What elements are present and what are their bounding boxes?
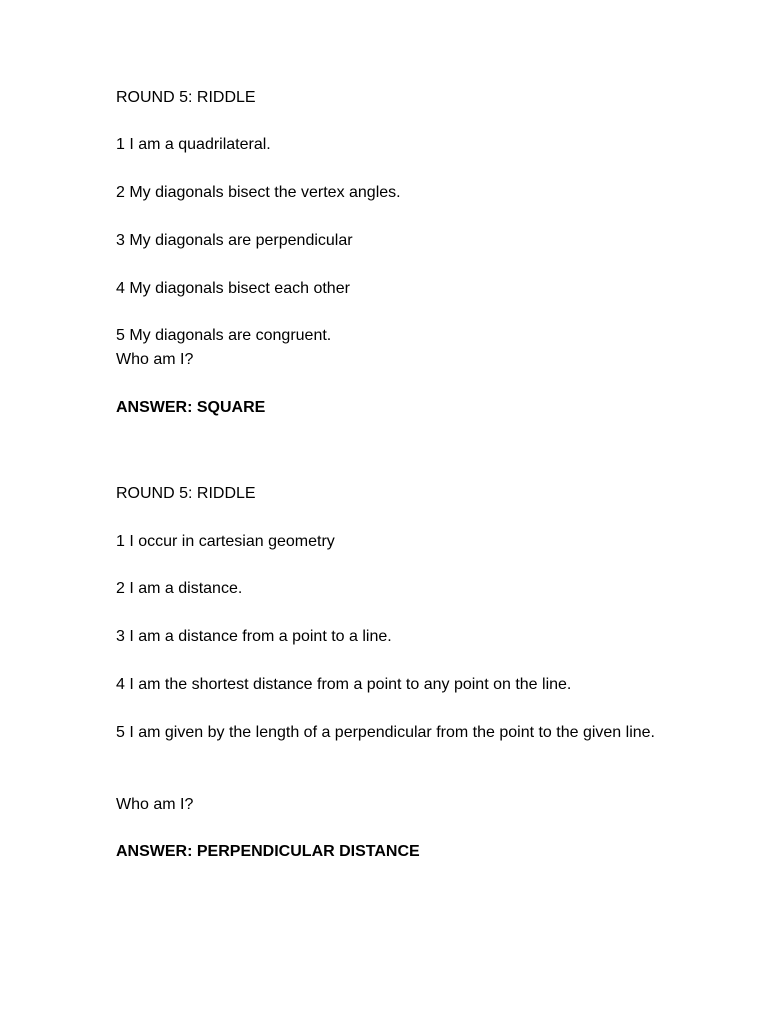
riddle-2-clue-5: 5 I am given by the length of a perpendicular from the point to the given line.: [116, 724, 655, 741]
riddle-1-clue-3: 3 My diagonals are perpendicular: [116, 232, 353, 249]
riddle-2-clue-3: 3 I am a distance from a point to a line.: [116, 628, 392, 645]
riddle-2-heading: ROUND 5: RIDDLE: [116, 485, 256, 502]
riddle-1-clue-4: 4 My diagonals bisect each other: [116, 280, 350, 297]
riddle-1-answer: ANSWER: SQUARE: [116, 399, 266, 416]
riddle-1-clue-2: 2 My diagonals bisect the vertex angles.: [116, 184, 401, 201]
riddle-1-heading: ROUND 5: RIDDLE: [116, 89, 256, 106]
riddle-1-clue-1: 1 I am a quadrilateral.: [116, 136, 271, 153]
riddle-1-question: Who am I?: [116, 351, 194, 368]
riddle-2-answer: ANSWER: PERPENDICULAR DISTANCE: [116, 843, 420, 860]
riddle-2-clue-4: 4 I am the shortest distance from a point to any point on the line.: [116, 676, 572, 693]
riddle-2-question: Who am I?: [116, 796, 194, 813]
riddle-1-clue-5: 5 My diagonals are congruent.: [116, 327, 332, 344]
riddle-2-clue-1: 1 I occur in cartesian geometry: [116, 533, 335, 550]
riddle-2-clue-2: 2 I am a distance.: [116, 580, 243, 597]
